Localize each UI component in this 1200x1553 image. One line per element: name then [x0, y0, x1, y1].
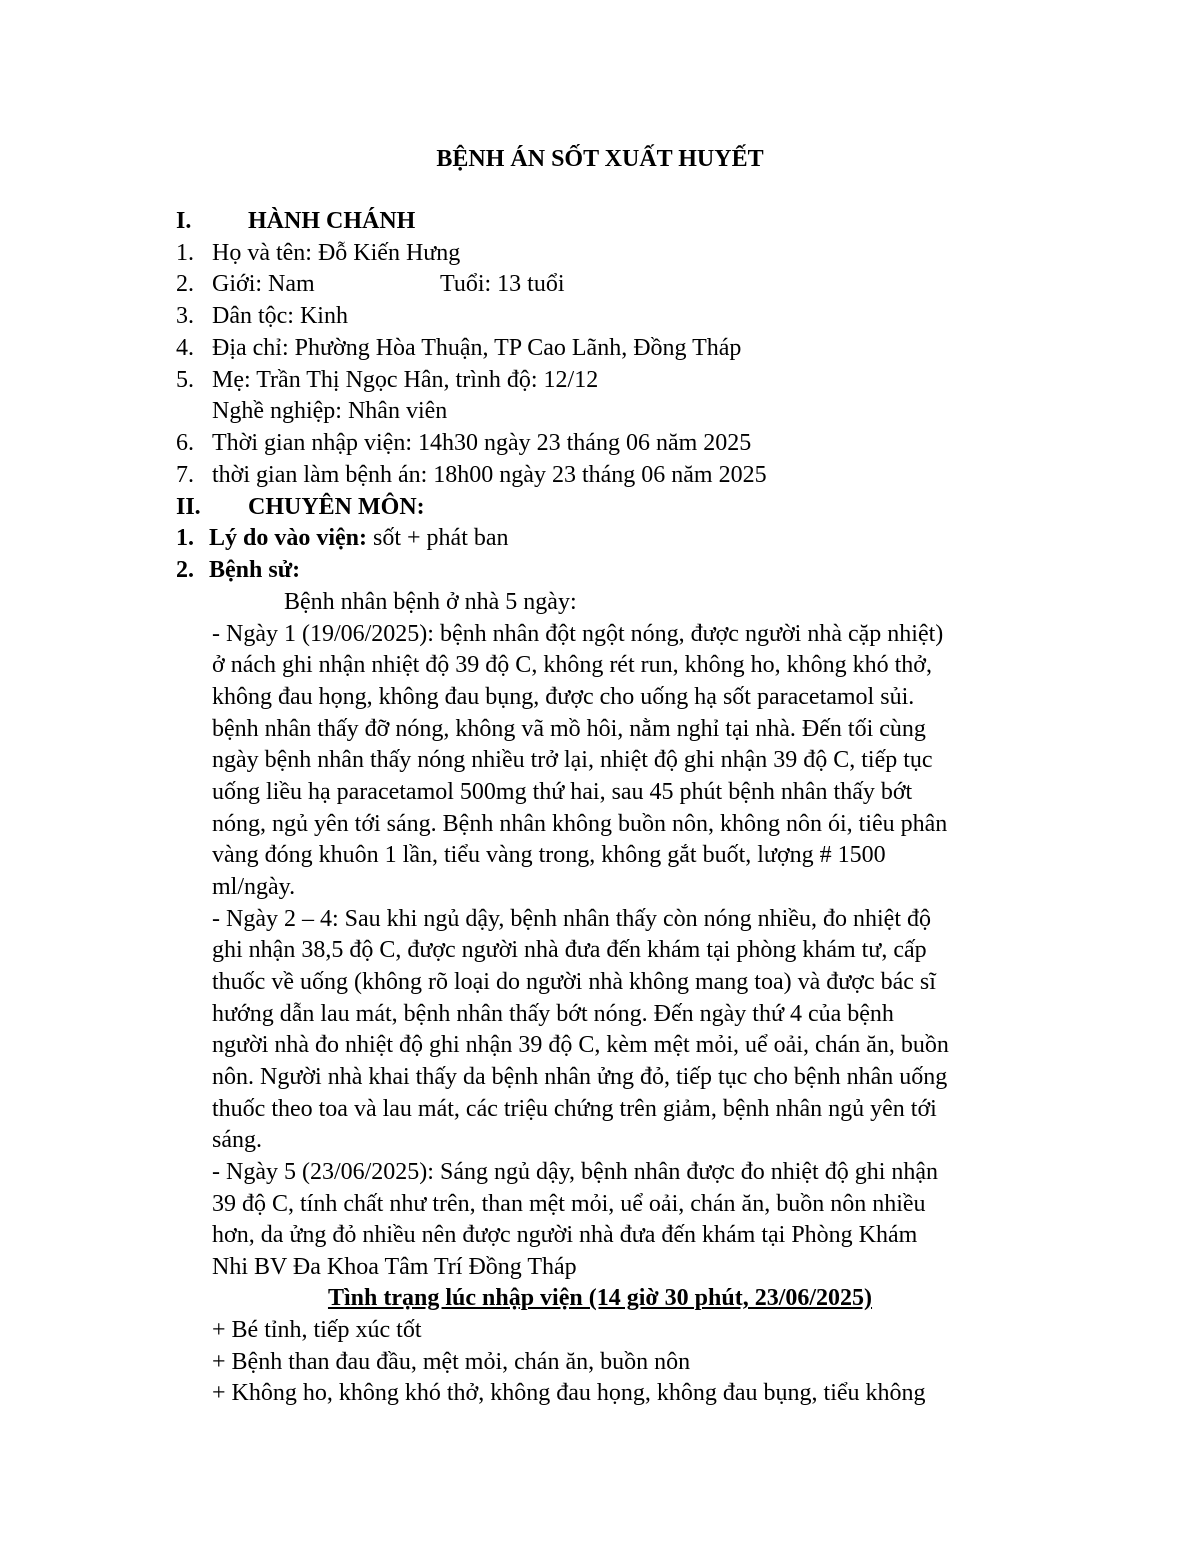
- history-line: nóng, ngủ yên tới sáng. Bệnh nhân không buồn nôn, không nôn ói, tiêu phân: [212, 811, 948, 837]
- admission-line: + Không ho, không khó thở, không đau họng, không đau bụng, tiểu không: [212, 1380, 926, 1406]
- section-2-numeral: II.: [176, 494, 201, 520]
- history-line: không đau họng, không đau bụng, được cho uống hạ sốt paracetamol sủi.: [212, 684, 915, 710]
- reason-line: [176, 523, 509, 553]
- history-line: sáng.: [212, 1127, 262, 1153]
- item-full-name: Họ và tên: Đỗ Kiến Hưng: [212, 240, 461, 266]
- item-occupation: Nghề nghiệp: Nhân viên: [212, 398, 448, 424]
- item-record-time: thời gian làm bệnh án: 18h00 ngày 23 tháng 06 năm 2025: [212, 462, 767, 488]
- history-line: uống liều hạ paracetamol 500mg thứ hai, sau 45 phút bệnh nhân thấy bớt: [212, 779, 913, 805]
- reason-number: 1.: [176, 525, 194, 551]
- section-2-heading: CHUYÊN MÔN:: [248, 494, 425, 520]
- item-address: Địa chỉ: Phường Hòa Thuận, TP Cao Lãnh, Đồng Tháp: [212, 335, 742, 361]
- history-line: ml/ngày.: [212, 874, 296, 900]
- admission-line: + Bé tỉnh, tiếp xúc tốt: [212, 1317, 422, 1343]
- section-1-numeral: I.: [176, 208, 192, 234]
- item-1-number: 1.: [176, 240, 194, 266]
- history-line: ngày bệnh nhân thấy nóng nhiều trở lại, nhiệt độ ghi nhận 39 độ C, tiếp tục: [212, 747, 933, 773]
- history-number: 2.: [176, 557, 194, 583]
- section-1-heading: HÀNH CHÁNH: [248, 208, 416, 234]
- admission-status-heading: Tình trạng lúc nhập viện (14 giờ 30 phút, 23/06/2025): [327, 1285, 873, 1311]
- history-line: bệnh nhân thấy đỡ nóng, không vã mồ hôi, nằm nghỉ tại nhà. Đến tối cùng: [212, 716, 926, 742]
- item-4-number: 4.: [176, 335, 194, 361]
- history-line: hướng dẫn lau mát, bệnh nhân thấy bớt nóng. Đến ngày thứ 4 của bệnh: [212, 1001, 894, 1027]
- item-mother: Mẹ: Trần Thị Ngọc Hân, trình độ: 12/12: [212, 367, 599, 393]
- history-line: vàng đóng khuôn 1 lần, tiểu vàng trong, không gắt buốt, lượng # 1500: [212, 842, 886, 868]
- history-line: ghi nhận 38,5 độ C, được người nhà đưa đến khám tại phòng khám tư, cấp: [212, 937, 927, 963]
- item-6-number: 6.: [176, 430, 194, 456]
- item-2-number: 2.: [176, 271, 194, 297]
- history-label: Bệnh sử:: [209, 557, 301, 583]
- history-line: 39 độ C, tính chất như trên, than mệt mỏi, uể oải, chán ăn, buồn nôn nhiều: [212, 1191, 926, 1217]
- item-3-number: 3.: [176, 303, 194, 329]
- history-line: Nhi BV Đa Khoa Tâm Trí Đồng Tháp: [212, 1254, 577, 1280]
- reason-text: sốt + phát ban: [373, 525, 509, 551]
- item-ethnicity: Dân tộc: Kinh: [212, 303, 348, 329]
- history-label-line: [176, 555, 300, 585]
- history-line: - Ngày 1 (19/06/2025): bệnh nhân đột ngột nóng, được người nhà cặp nhiệt): [212, 621, 944, 647]
- history-line: ở nách ghi nhận nhiệt độ 39 độ C, không rét run, không ho, không khó thở,: [212, 652, 932, 678]
- item-7-number: 7.: [176, 462, 194, 488]
- item-admission-time: Thời gian nhập viện: 14h30 ngày 23 tháng 06 năm 2025: [212, 430, 752, 456]
- reason-label: Lý do vào viện:: [209, 525, 368, 551]
- item-gender: Giới: Nam: [212, 271, 315, 297]
- history-line: Bệnh nhân bệnh ở nhà 5 ngày:: [284, 589, 577, 615]
- history-line: - Ngày 5 (23/06/2025): Sáng ngủ dậy, bệnh nhân được đo nhiệt độ ghi nhận: [212, 1159, 939, 1185]
- history-line: thuốc về uống (không rõ loại do người nhà không mang toa) và được bác sĩ: [212, 969, 936, 995]
- history-line: - Ngày 2 – 4: Sau khi ngủ dậy, bệnh nhân thấy còn nóng nhiều, đo nhiệt độ: [212, 906, 931, 932]
- history-line: nôn. Người nhà khai thấy da bệnh nhân ửng đỏ, tiếp tục cho bệnh nhân uống: [212, 1064, 948, 1090]
- document-title: BỆNH ÁN SỐT XUẤT HUYẾT: [436, 146, 764, 172]
- item-age: Tuổi: 13 tuổi: [440, 271, 565, 297]
- history-line: hơn, da ửng đỏ nhiều nên được người nhà đưa đến khám tại Phòng Khám: [212, 1222, 918, 1248]
- admission-line: + Bệnh than đau đầu, mệt mỏi, chán ăn, buồn nôn: [212, 1349, 691, 1375]
- item-5-number: 5.: [176, 367, 194, 393]
- history-line: người nhà đo nhiệt độ ghi nhận 39 độ C, kèm mệt mỏi, uể oải, chán ăn, buồn: [212, 1032, 949, 1058]
- history-line: thuốc theo toa và lau mát, các triệu chứng trên giảm, bệnh nhân ngủ yên tới: [212, 1096, 937, 1122]
